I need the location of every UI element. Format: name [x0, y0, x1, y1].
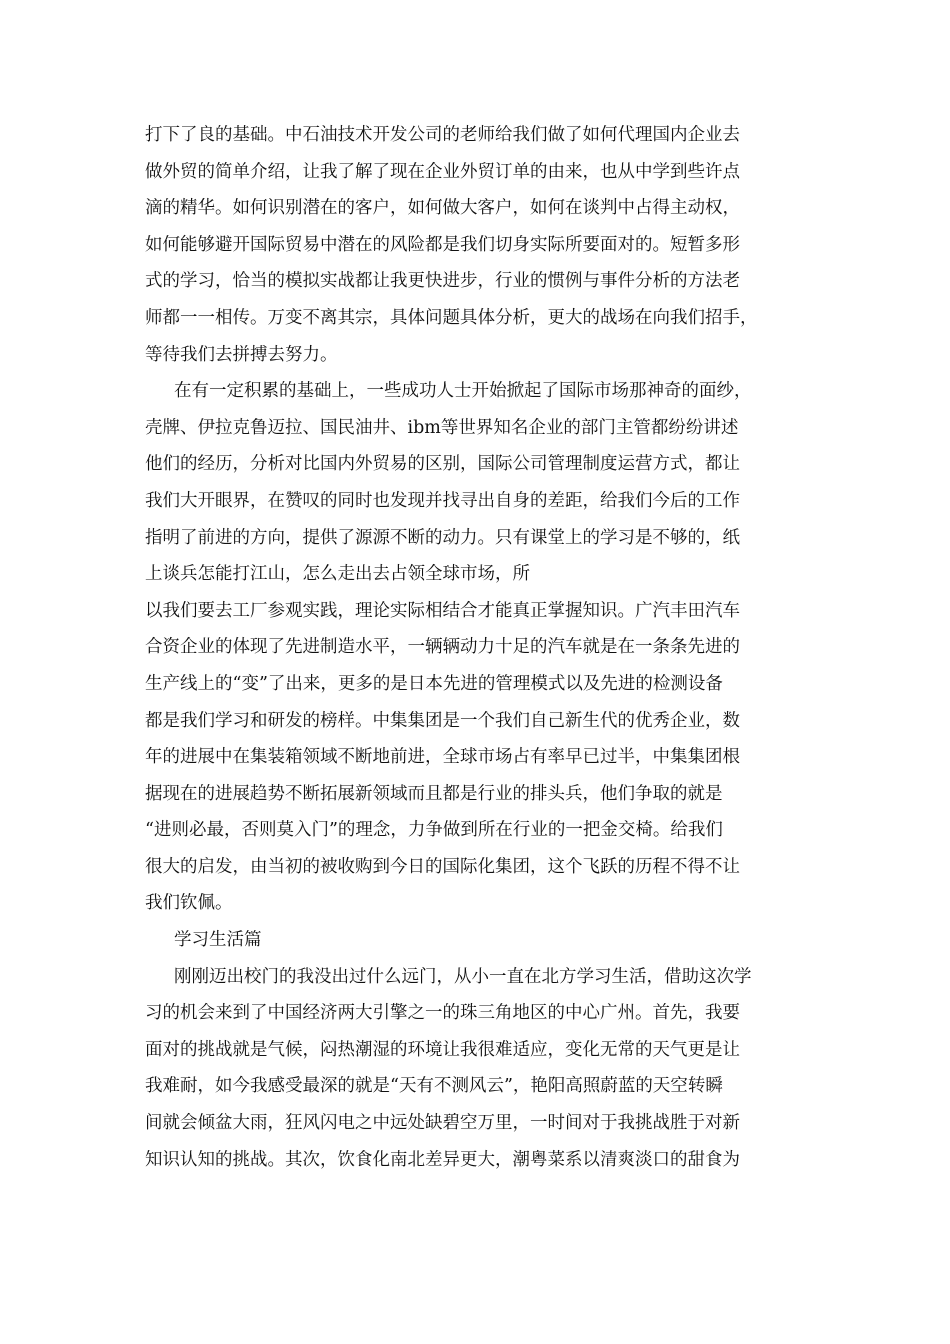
text-line: “进则必最，否则莫入门”的理念，力争做到所在行业的一把金交椅。给我们 [145, 820, 723, 841]
text-line: 很大的启发，由当初的被收购到今日的国际化集团，这个飞跃的历程不得不让 [145, 856, 740, 877]
text-line: 滴的精华。如何识别潜在的客户，如何做大客户，如何在谈判中占得主动权， [145, 198, 740, 219]
text-line: 面对的挑战就是气候，闷热潮湿的环境让我很难适应，变化无常的天气更是让 [145, 1039, 740, 1060]
text-line: 我们大开眼界，在赞叹的同时也发现并找寻出自身的差距，给我们今后的工作 [145, 490, 740, 511]
text-line: 壳牌、伊拉克鲁迈拉、国民油井、ibm等世界知名企业的部门主管都纷纷讲述 [145, 417, 739, 438]
paragraph-start-line: 刚刚迈出校门的我没出过什么远门，从小一直在北方学习生活，借助这次学 [174, 966, 752, 987]
text-line: 合资企业的体现了先进制造水平，一辆辆动力十足的汽车就是在一条条先进的 [145, 637, 740, 658]
text-line: 指明了前进的方向，提供了源源不断的动力。只有课堂上的学习是不够的，纸 [145, 527, 740, 548]
text-line: 生产线上的“变”了出来，更多的是日本先进的管理模式以及先进的检测设备 [145, 673, 723, 694]
text-line: 做外贸的简单介绍，让我了解了现在企业外贸订单的由来，也从中学到些许点 [145, 161, 740, 182]
section-heading: 学习生活篇 [174, 930, 262, 951]
text-line: 等待我们去拼搏去努力。 [145, 344, 338, 365]
text-line: 年的进展中在集装箱领域不断地前进，全球市场占有率早已过半，中集集团根 [145, 747, 740, 768]
text-line: 都是我们学习和研发的榜样。中集集团是一个我们自己新生代的优秀企业，数 [145, 710, 740, 731]
text-line: 我们钦佩。 [145, 893, 233, 914]
text-line: 我难耐，如今我感受最深的就是“天有不测风云”，艳阳高照蔚蓝的天空转瞬 [145, 1076, 723, 1097]
text-line: 上谈兵怎能打江山，怎么走出去占领全球市场，所 [145, 564, 530, 585]
text-line: 式的学习，恰当的模拟实战都让我更快进步，行业的惯例与事件分析的方法老 [145, 271, 740, 292]
text-line: 如何能够避开国际贸易中潜在的风险都是我们切身实际所要面对的。短暂多形 [145, 234, 740, 255]
text-line: 打下了良的基础。中石油技术开发公司的老师给我们做了如何代理国内企业去 [145, 125, 740, 145]
text-line: 习的机会来到了中国经济两大引擎之一的珠三角地区的中心广州。首先，我要 [145, 1003, 740, 1024]
document-body [145, 117, 805, 1178]
text-line: 师都一一相传。万变不离其宗，具体问题具体分析，更大的战场在向我们招手， [145, 307, 758, 328]
text-line: 据现在的进展趋势不断拓展新领域而且都是行业的排头兵，他们争取的就是 [145, 783, 723, 804]
text-line: 以我们要去工厂参观实践，理论实际相结合才能真正掌握知识。广汽丰田汽车 [145, 600, 740, 621]
paragraph-start-line: 在有一定积累的基础上，一些成功人士开始掀起了国际市场那神奇的面纱， [174, 381, 752, 402]
text-line: 间就会倾盆大雨，狂风闪电之中远处缺碧空万里，一时间对于我挑战胜于对新 [145, 1113, 740, 1134]
text-line: 他们的经历，分析对比国内外贸易的区别，国际公司管理制度运营方式，都让 [145, 454, 740, 475]
text-line: 知识认知的挑战。其次，饮食化南北差异更大，潮粤菜系以清爽淡口的甜食为 [145, 1149, 740, 1170]
